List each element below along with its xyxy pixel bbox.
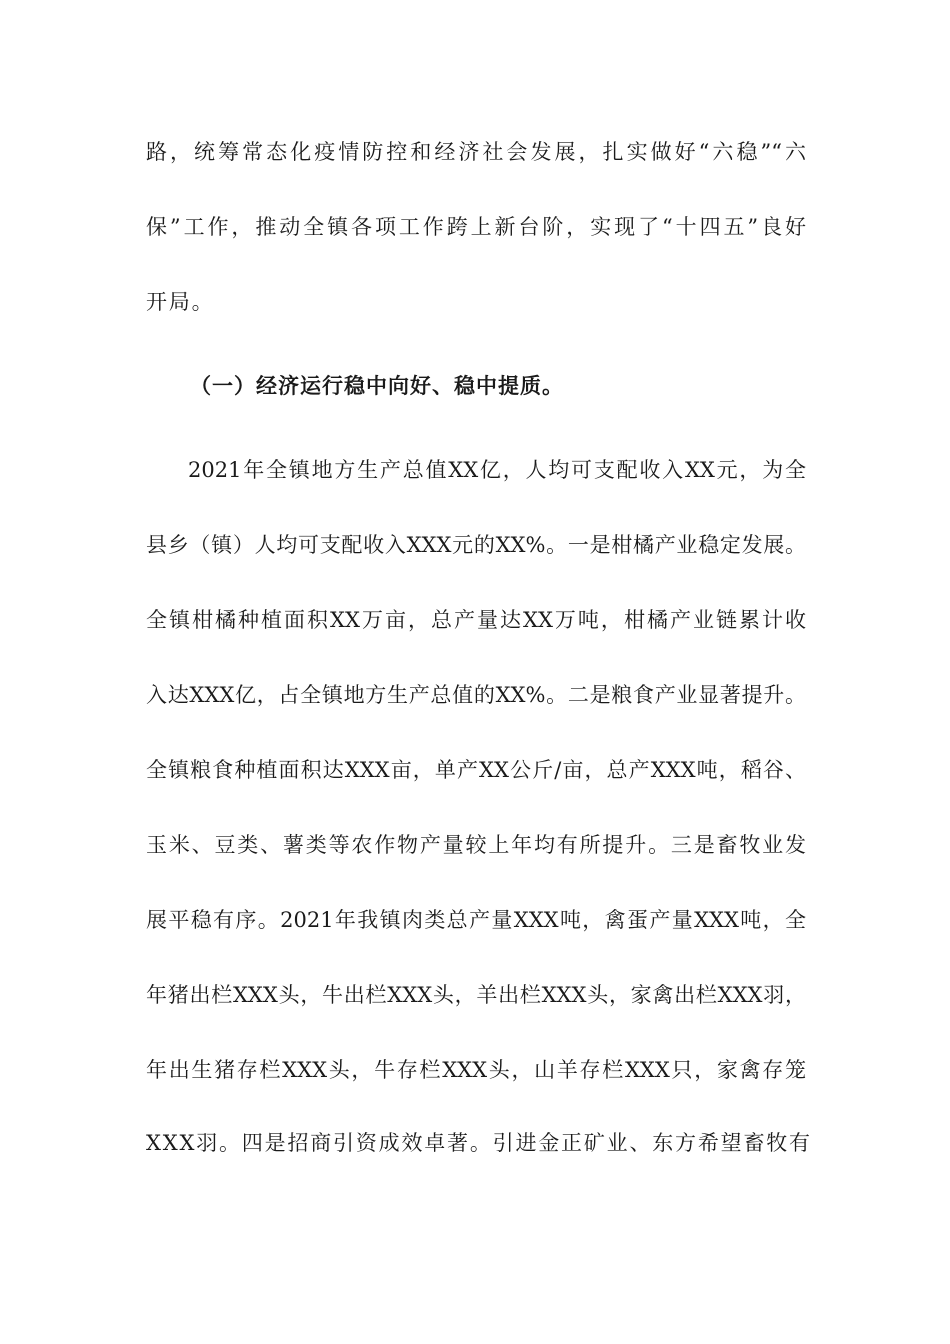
paragraph-line: 展平稳有序。2021年我镇肉类总产量XXX吨，禽蛋产量XXX吨，全 bbox=[146, 908, 806, 932]
paragraph-line: 县乡（镇）人均可支配收入XXX元的XX%。一是柑橘产业稳定发展。 bbox=[146, 533, 806, 557]
paragraph-line: 全镇柑橘种植面积XX万亩，总产量达XX万吨，柑橘产业链累计收 bbox=[146, 608, 806, 632]
paragraph-line: 全镇粮食种植面积达XXX亩，单产XX公斤/亩，总产XXX吨，稻谷、 bbox=[146, 758, 806, 782]
paragraph-line: 路，统筹常态化疫情防控和经济社会发展，扎实做好“六稳”“六 bbox=[146, 140, 806, 164]
paragraph-line: XXX羽。四是招商引资成效卓著。引进金正矿业、东方希望畜牧有 bbox=[146, 1131, 812, 1155]
paragraph-line: 2021年全镇地方生产总值XX亿，人均可支配收入XX元，为全 bbox=[188, 458, 806, 482]
section-heading: （一）经济运行稳中向好、稳中提质。 bbox=[190, 373, 564, 398]
paragraph-line: 年猪出栏XXX头，牛出栏XXX头，羊出栏XXX头，家禽出栏XXX羽， bbox=[146, 983, 806, 1007]
paragraph-line: 开局。 bbox=[146, 290, 215, 314]
paragraph-line: 保”工作，推动全镇各项工作跨上新台阶，实现了“十四五”良好 bbox=[146, 215, 806, 239]
paragraph-line: 年出生猪存栏XXX头，牛存栏XXX头，山羊存栏XXX只，家禽存笼 bbox=[146, 1058, 806, 1082]
paragraph-line: 入达XXX亿，占全镇地方生产总值的XX%。二是粮食产业显著提升。 bbox=[146, 683, 806, 707]
paragraph-line: 玉米、豆类、薯类等农作物产量较上年均有所提升。三是畜牧业发 bbox=[146, 833, 806, 857]
